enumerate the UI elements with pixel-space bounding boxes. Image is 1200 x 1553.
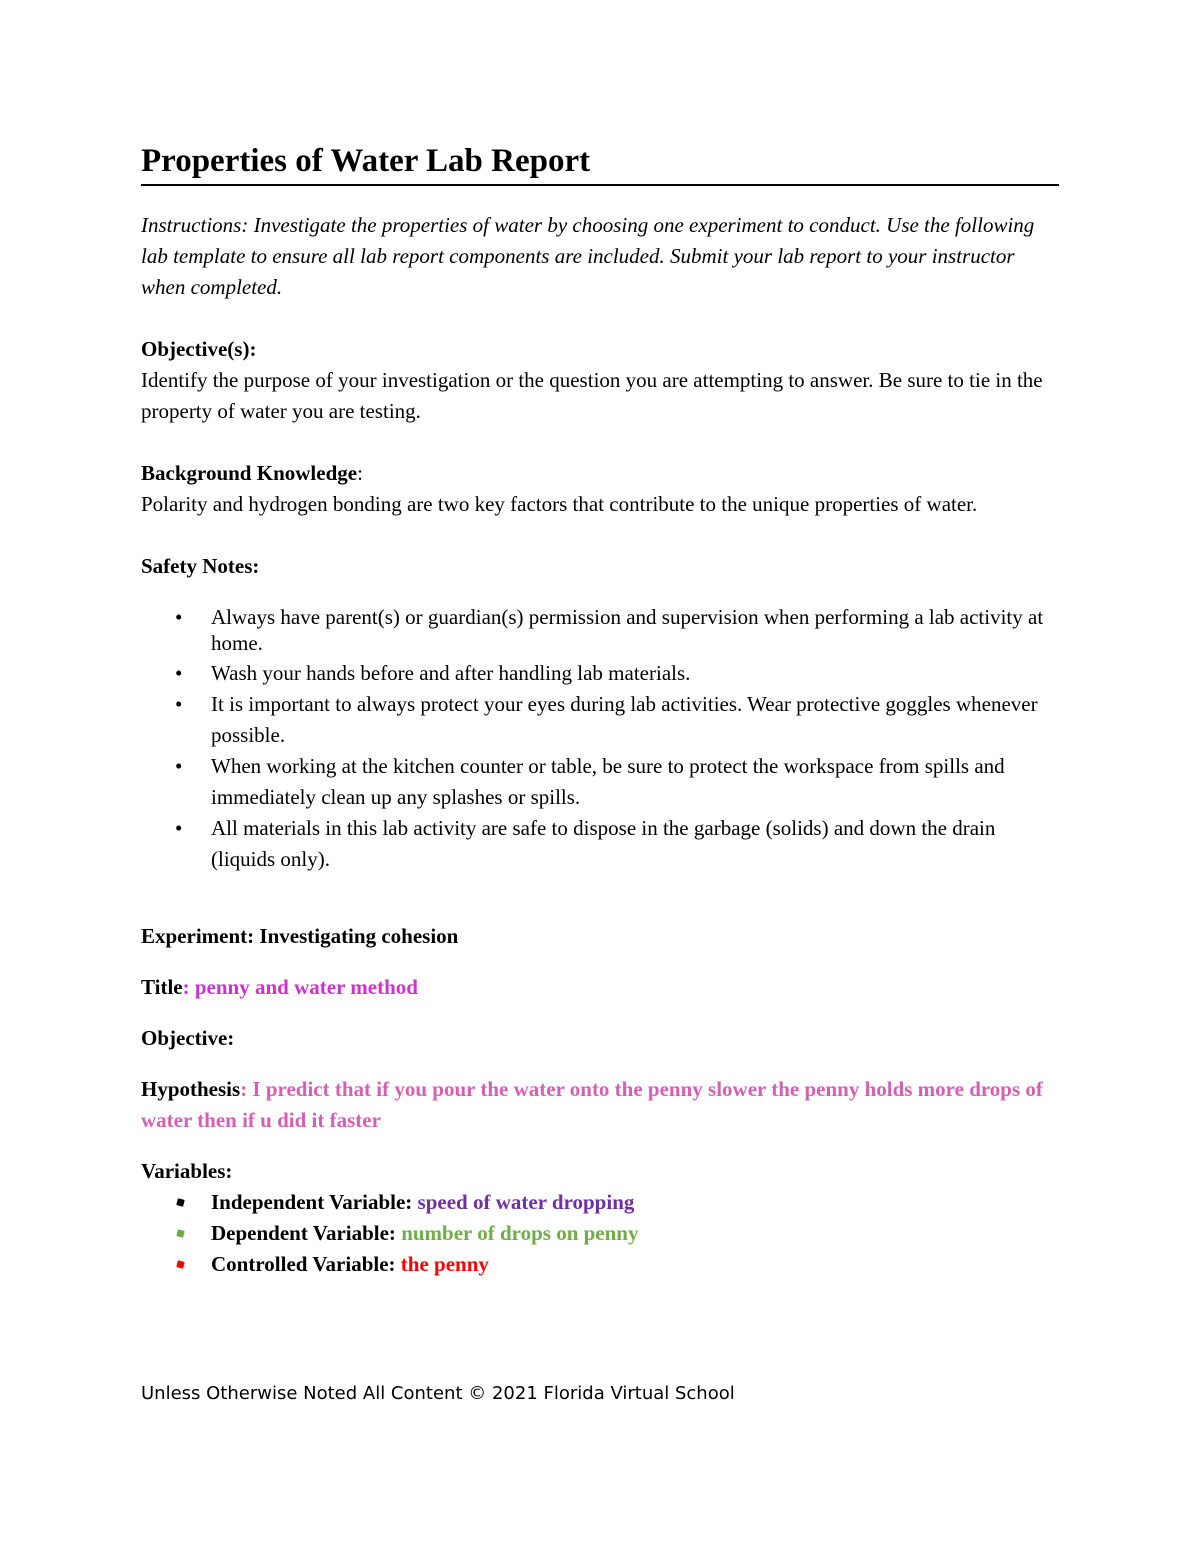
background-text: Polarity and hydrogen bonding are two key factors that contribute to the unique properties of water. [141,492,978,516]
variables-heading: Variables: [141,1159,233,1183]
list-item [141,751,1059,813]
hypothesis-label: Hypothesis [141,1077,241,1101]
safety-item-text: When working at the kitchen counter or table, be sure to protect the workspace from spills and immediately clean up any splashes or spills. [211,754,1005,809]
bullet-icon [176,1198,185,1207]
safety-list [141,604,1059,875]
bullet-icon: • [175,816,183,840]
bullet-icon: • [175,692,183,716]
variable-value: speed of water dropping [417,1190,635,1214]
variable-item [141,1187,1059,1218]
objective-label: Objective: [141,1026,235,1050]
background-heading-line [141,458,1059,489]
background-heading: Background Knowledge [141,461,358,485]
title-value: : penny and water method [182,975,418,999]
safety-heading: Safety Notes: [141,554,260,578]
page-title: Properties of Water Lab Report [141,138,1059,186]
experiment-heading: Experiment: Investigating cohesion [141,924,459,948]
variable-item [141,1249,1059,1280]
list-item [141,813,1059,875]
variable-label: Controlled Variable: [211,1252,396,1276]
variables-list [141,1187,1059,1280]
hypothesis-line [141,1074,1059,1136]
variable-value: number of drops on penny [401,1221,639,1245]
title-label: Title [141,975,183,999]
bullet-icon [176,1260,185,1269]
safety-item-text: It is important to always protect your eyes during lab activities. Wear protective goggles whenever possible. [211,692,1038,747]
instructions: Instructions: Investigate the properties of water by choosing one experiment to conduct. Use the following lab template to ensure all lab report components are included. Submit your lab report to your instructor when completed. [141,213,1035,299]
bullet-icon [176,1229,185,1238]
list-item [141,689,1059,751]
list-item [141,658,1059,689]
experiment-title-line [141,972,1059,1003]
safety-item-text: Wash your hands before and after handling lab materials. [211,661,691,685]
safety-item-text: Always have parent(s) or guardian(s) permission and supervision when performing a lab activity at home. [211,605,1044,655]
document-page [141,138,1059,1280]
list-item [141,604,1059,656]
objectives-heading: Objective(s): [141,337,257,361]
safety-item-text: All materials in this lab activity are safe to dispose in the garbage (solids) and down the drain (liquids only). [211,816,996,871]
variable-item [141,1218,1059,1249]
footer-copyright: Unless Otherwise Noted All Content © 2021 Florida Virtual School [141,1383,735,1404]
background-colon: : [357,461,363,485]
bullet-icon: • [175,661,183,685]
bullet-icon: • [175,605,183,629]
variable-value: the penny [400,1252,489,1276]
objectives-text: Identify the purpose of your investigation or the question you are attempting to answer. Be sure to tie in the property of water you are testing. [141,368,1043,423]
bullet-icon: • [175,754,183,778]
variable-label: Dependent Variable: [211,1221,396,1245]
variable-label: Independent Variable: [211,1190,413,1214]
hypothesis-value: : I predict that if you pour the water onto the penny slower the penny holds more drops of water then if u did it faster [141,1077,1043,1132]
